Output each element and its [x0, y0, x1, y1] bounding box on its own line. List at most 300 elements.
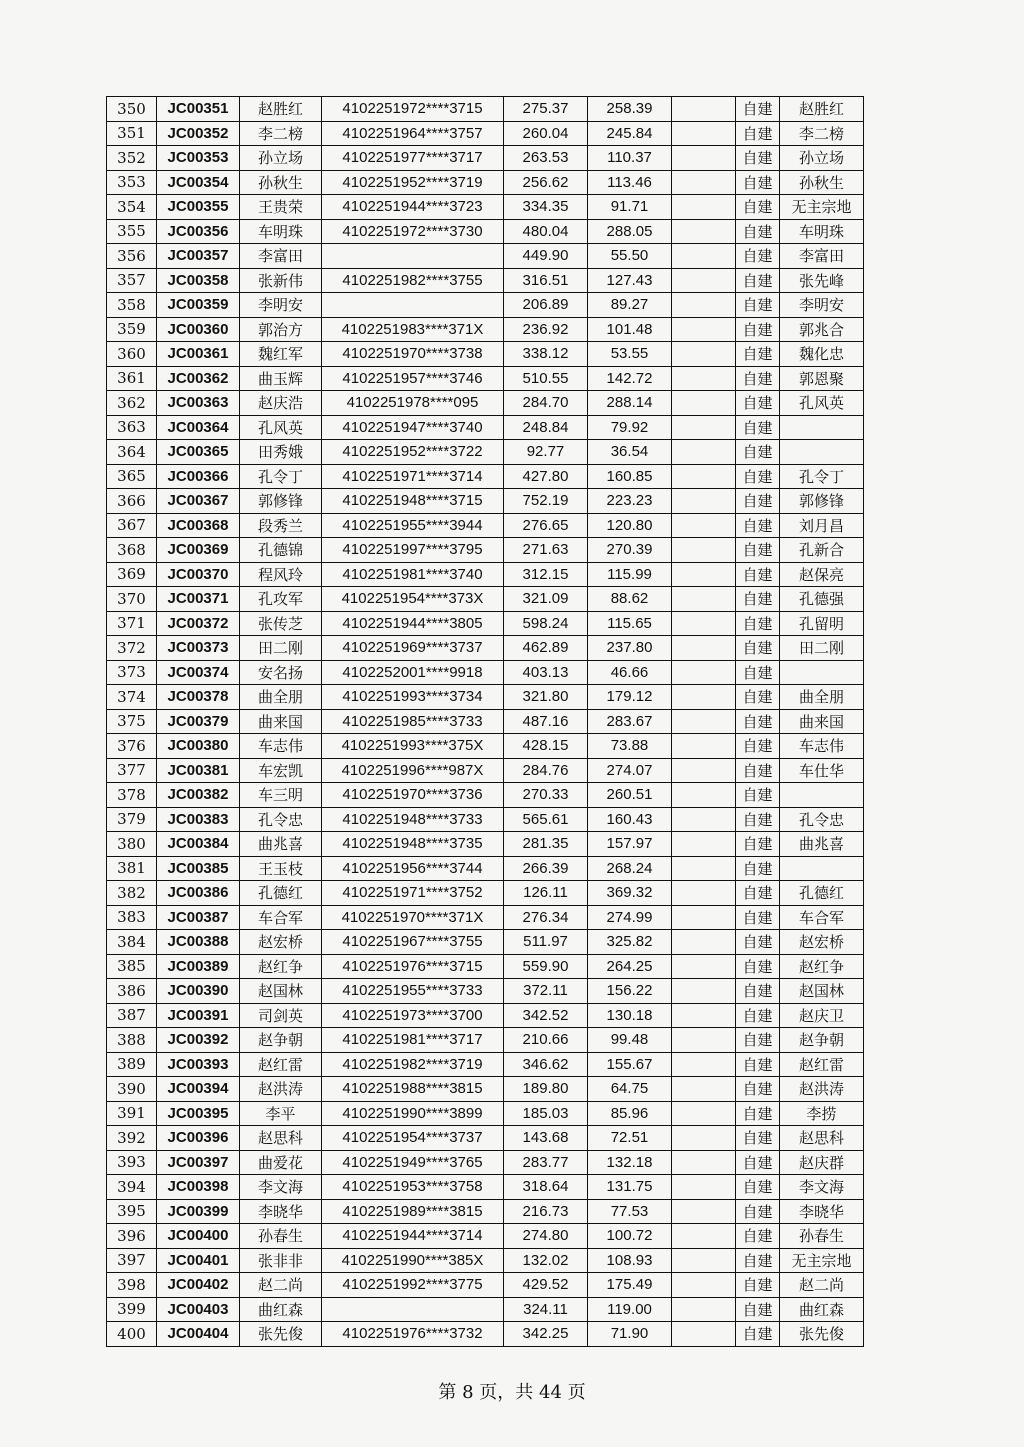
id-number-cell: 4102251948****3733	[322, 807, 504, 832]
name-cell: 赵洪涛	[240, 1077, 322, 1102]
parcel-code-cell: JC00371	[157, 587, 240, 612]
seq-cell: 381	[107, 856, 157, 881]
parcel-code-cell: JC00360	[157, 317, 240, 342]
table-row	[107, 1175, 864, 1200]
type-cell: 自建	[736, 905, 780, 930]
table-row	[107, 1077, 864, 1102]
owner-cell: 李明安	[780, 293, 864, 318]
table-row	[107, 1101, 864, 1126]
seq-cell: 380	[107, 832, 157, 857]
id-number-cell: 4102251954****373X	[322, 587, 504, 612]
blank-cell	[672, 1028, 736, 1053]
parcel-code-cell: JC00397	[157, 1150, 240, 1175]
seq-cell: 358	[107, 293, 157, 318]
name-cell: 李晓华	[240, 1199, 322, 1224]
name-cell: 赵宏桥	[240, 930, 322, 955]
type-cell: 自建	[736, 440, 780, 465]
parcel-code-cell: JC00394	[157, 1077, 240, 1102]
table-row	[107, 538, 864, 563]
id-number-cell: 4102251955****3944	[322, 513, 504, 538]
name-cell: 赵二尚	[240, 1273, 322, 1298]
blank-cell	[672, 1248, 736, 1273]
type-cell: 自建	[736, 342, 780, 367]
parcel-code-cell: JC00366	[157, 464, 240, 489]
area-cell: 236.92	[504, 317, 588, 342]
parcel-code-cell: JC00381	[157, 758, 240, 783]
blank-cell	[672, 244, 736, 269]
seq-cell: 390	[107, 1077, 157, 1102]
seq-cell: 370	[107, 587, 157, 612]
type-cell: 自建	[736, 97, 780, 122]
parcel-code-cell: JC00390	[157, 979, 240, 1004]
name-cell: 李明安	[240, 293, 322, 318]
blank-cell	[672, 905, 736, 930]
table-row	[107, 587, 864, 612]
owner-cell: 田二刚	[780, 636, 864, 661]
building-area-cell: 73.88	[588, 734, 672, 759]
name-cell: 王玉枝	[240, 856, 322, 881]
type-cell: 自建	[736, 1297, 780, 1322]
owner-cell: 赵国林	[780, 979, 864, 1004]
table-row	[107, 660, 864, 685]
table-row	[107, 464, 864, 489]
id-number-cell: 4102251973****3700	[322, 1003, 504, 1028]
area-cell: 346.62	[504, 1052, 588, 1077]
area-cell: 210.66	[504, 1028, 588, 1053]
building-area-cell: 46.66	[588, 660, 672, 685]
owner-cell: 赵红雷	[780, 1052, 864, 1077]
seq-cell: 371	[107, 611, 157, 636]
name-cell: 张新伟	[240, 268, 322, 293]
table-row	[107, 244, 864, 269]
owner-cell: 李富田	[780, 244, 864, 269]
area-cell: 318.64	[504, 1175, 588, 1200]
owner-cell	[780, 660, 864, 685]
blank-cell	[672, 513, 736, 538]
seq-cell: 375	[107, 709, 157, 734]
building-area-cell: 91.71	[588, 195, 672, 220]
id-number-cell: 4102251970****371X	[322, 905, 504, 930]
blank-cell	[672, 489, 736, 514]
parcel-code-cell: JC00382	[157, 783, 240, 808]
area-cell: 274.80	[504, 1224, 588, 1249]
parcel-code-cell: JC00396	[157, 1126, 240, 1151]
seq-cell: 362	[107, 391, 157, 416]
table-row	[107, 758, 864, 783]
building-area-cell: 89.27	[588, 293, 672, 318]
owner-cell	[780, 856, 864, 881]
name-cell: 孙秋生	[240, 170, 322, 195]
building-area-cell: 142.72	[588, 366, 672, 391]
parcel-code-cell: JC00353	[157, 146, 240, 171]
parcel-code-cell: JC00403	[157, 1297, 240, 1322]
blank-cell	[672, 709, 736, 734]
area-cell: 284.70	[504, 391, 588, 416]
table-row	[107, 685, 864, 710]
table-row	[107, 832, 864, 857]
building-area-cell: 88.62	[588, 587, 672, 612]
building-area-cell: 113.46	[588, 170, 672, 195]
id-number-cell: 4102251970****3736	[322, 783, 504, 808]
id-number-cell: 4102251944****3723	[322, 195, 504, 220]
blank-cell	[672, 293, 736, 318]
id-number-cell: 4102251976****3715	[322, 954, 504, 979]
seq-cell: 377	[107, 758, 157, 783]
id-number-cell: 4102251985****3733	[322, 709, 504, 734]
owner-cell: 曲红森	[780, 1297, 864, 1322]
seq-cell: 399	[107, 1297, 157, 1322]
name-cell: 赵胜红	[240, 97, 322, 122]
owner-cell: 郭修锋	[780, 489, 864, 514]
building-area-cell: 130.18	[588, 1003, 672, 1028]
parcel-code-cell: JC00399	[157, 1199, 240, 1224]
seq-cell: 368	[107, 538, 157, 563]
id-number-cell: 4102251952****3719	[322, 170, 504, 195]
area-cell: 324.11	[504, 1297, 588, 1322]
type-cell: 自建	[736, 538, 780, 563]
type-cell: 自建	[736, 317, 780, 342]
building-area-cell: 99.48	[588, 1028, 672, 1053]
owner-cell: 孔令忠	[780, 807, 864, 832]
seq-cell: 373	[107, 660, 157, 685]
parcel-code-cell: JC00352	[157, 121, 240, 146]
parcel-code-cell: JC00367	[157, 489, 240, 514]
parcel-code-cell: JC00364	[157, 415, 240, 440]
area-cell: 206.89	[504, 293, 588, 318]
area-cell: 276.34	[504, 905, 588, 930]
parcel-code-cell: JC00369	[157, 538, 240, 563]
area-cell: 511.97	[504, 930, 588, 955]
building-area-cell: 237.80	[588, 636, 672, 661]
parcel-code-cell: JC00359	[157, 293, 240, 318]
id-number-cell: 4102251949****3765	[322, 1150, 504, 1175]
owner-cell: 车仕华	[780, 758, 864, 783]
owner-cell: 孔新合	[780, 538, 864, 563]
parcel-code-cell: JC00373	[157, 636, 240, 661]
type-cell: 自建	[736, 1003, 780, 1028]
id-number-cell: 4102251990****3899	[322, 1101, 504, 1126]
id-number-cell: 4102251983****371X	[322, 317, 504, 342]
area-cell: 428.15	[504, 734, 588, 759]
building-area-cell: 288.05	[588, 219, 672, 244]
table-row	[107, 881, 864, 906]
area-cell: 92.77	[504, 440, 588, 465]
blank-cell	[672, 979, 736, 1004]
parcel-code-cell: JC00365	[157, 440, 240, 465]
area-cell: 598.24	[504, 611, 588, 636]
owner-cell	[780, 440, 864, 465]
name-cell: 孔德锦	[240, 538, 322, 563]
id-number-cell: 4102251977****3717	[322, 146, 504, 171]
blank-cell	[672, 1297, 736, 1322]
building-area-cell: 100.72	[588, 1224, 672, 1249]
owner-cell: 车合军	[780, 905, 864, 930]
building-area-cell: 115.65	[588, 611, 672, 636]
type-cell: 自建	[736, 415, 780, 440]
name-cell: 田秀娥	[240, 440, 322, 465]
area-cell: 559.90	[504, 954, 588, 979]
seq-cell: 366	[107, 489, 157, 514]
parcel-code-cell: JC00401	[157, 1248, 240, 1273]
table-row	[107, 97, 864, 122]
id-number-cell: 4102251992****3775	[322, 1273, 504, 1298]
parcel-code-cell: JC00398	[157, 1175, 240, 1200]
name-cell: 李文海	[240, 1175, 322, 1200]
name-cell: 车志伟	[240, 734, 322, 759]
type-cell: 自建	[736, 195, 780, 220]
type-cell: 自建	[736, 562, 780, 587]
name-cell: 张先俊	[240, 1322, 322, 1347]
name-cell: 赵庆浩	[240, 391, 322, 416]
seq-cell: 359	[107, 317, 157, 342]
table-row	[107, 170, 864, 195]
name-cell: 曲红森	[240, 1297, 322, 1322]
table-row	[107, 1126, 864, 1151]
area-cell: 132.02	[504, 1248, 588, 1273]
table-row	[107, 905, 864, 930]
seq-cell: 351	[107, 121, 157, 146]
type-cell: 自建	[736, 1175, 780, 1200]
owner-cell: 郭兆合	[780, 317, 864, 342]
seq-cell: 388	[107, 1028, 157, 1053]
seq-cell: 372	[107, 636, 157, 661]
blank-cell	[672, 170, 736, 195]
type-cell: 自建	[736, 979, 780, 1004]
owner-cell: 曲兆喜	[780, 832, 864, 857]
parcel-code-cell: JC00354	[157, 170, 240, 195]
owner-cell: 曲全朋	[780, 685, 864, 710]
parcel-code-cell: JC00372	[157, 611, 240, 636]
seq-cell: 363	[107, 415, 157, 440]
seq-cell: 393	[107, 1150, 157, 1175]
owner-cell: 李文海	[780, 1175, 864, 1200]
blank-cell	[672, 660, 736, 685]
table-row	[107, 513, 864, 538]
type-cell: 自建	[736, 1126, 780, 1151]
blank-cell	[672, 415, 736, 440]
type-cell: 自建	[736, 1052, 780, 1077]
id-number-cell: 4102251972****3730	[322, 219, 504, 244]
id-number-cell: 4102251956****3744	[322, 856, 504, 881]
area-cell: 216.73	[504, 1199, 588, 1224]
id-number-cell	[322, 1297, 504, 1322]
id-number-cell: 4102251957****3746	[322, 366, 504, 391]
type-cell: 自建	[736, 1248, 780, 1273]
parcel-code-cell: JC00355	[157, 195, 240, 220]
id-number-cell	[322, 244, 504, 269]
owner-cell: 赵庆卫	[780, 1003, 864, 1028]
building-area-cell: 64.75	[588, 1077, 672, 1102]
id-number-cell: 4102251948****3715	[322, 489, 504, 514]
area-cell: 126.11	[504, 881, 588, 906]
area-cell: 263.53	[504, 146, 588, 171]
owner-cell: 曲来国	[780, 709, 864, 734]
owner-cell: 赵争朝	[780, 1028, 864, 1053]
name-cell: 车合军	[240, 905, 322, 930]
name-cell: 安名扬	[240, 660, 322, 685]
owner-cell: 孔留明	[780, 611, 864, 636]
id-number-cell: 4102251971****3752	[322, 881, 504, 906]
owner-cell: 刘月昌	[780, 513, 864, 538]
seq-cell: 396	[107, 1224, 157, 1249]
building-area-cell: 264.25	[588, 954, 672, 979]
building-area-cell: 79.92	[588, 415, 672, 440]
parcel-code-cell: JC00361	[157, 342, 240, 367]
area-cell: 248.84	[504, 415, 588, 440]
parcel-code-cell: JC00379	[157, 709, 240, 734]
owner-cell: 孔德红	[780, 881, 864, 906]
area-cell: 752.19	[504, 489, 588, 514]
owner-cell: 赵红争	[780, 954, 864, 979]
table-row	[107, 807, 864, 832]
table-row	[107, 1003, 864, 1028]
land-register-table	[106, 96, 864, 1347]
seq-cell: 394	[107, 1175, 157, 1200]
area-cell: 342.52	[504, 1003, 588, 1028]
table-row	[107, 219, 864, 244]
owner-cell: 无主宗地	[780, 195, 864, 220]
blank-cell	[672, 1224, 736, 1249]
seq-cell: 355	[107, 219, 157, 244]
seq-cell: 384	[107, 930, 157, 955]
blank-cell	[672, 734, 736, 759]
area-cell: 334.35	[504, 195, 588, 220]
id-number-cell: 4102251964****3757	[322, 121, 504, 146]
seq-cell: 364	[107, 440, 157, 465]
name-cell: 郭修锋	[240, 489, 322, 514]
id-number-cell: 4102251996****987X	[322, 758, 504, 783]
parcel-code-cell: JC00391	[157, 1003, 240, 1028]
name-cell: 孙春生	[240, 1224, 322, 1249]
name-cell: 车宏凯	[240, 758, 322, 783]
parcel-code-cell: JC00387	[157, 905, 240, 930]
parcel-code-cell: JC00380	[157, 734, 240, 759]
building-area-cell: 160.85	[588, 464, 672, 489]
area-cell: 480.04	[504, 219, 588, 244]
blank-cell	[672, 317, 736, 342]
building-area-cell: 77.53	[588, 1199, 672, 1224]
seq-cell: 400	[107, 1322, 157, 1347]
area-cell: 266.39	[504, 856, 588, 881]
area-cell: 312.15	[504, 562, 588, 587]
area-cell: 284.76	[504, 758, 588, 783]
id-number-cell: 4102251947****3740	[322, 415, 504, 440]
name-cell: 张非非	[240, 1248, 322, 1273]
area-cell: 429.52	[504, 1273, 588, 1298]
area-cell: 342.25	[504, 1322, 588, 1347]
id-number-cell: 4102251972****3715	[322, 97, 504, 122]
name-cell: 曲玉辉	[240, 366, 322, 391]
owner-cell: 孙春生	[780, 1224, 864, 1249]
building-area-cell: 155.67	[588, 1052, 672, 1077]
name-cell: 李平	[240, 1101, 322, 1126]
table-row	[107, 440, 864, 465]
building-area-cell: 85.96	[588, 1101, 672, 1126]
table-row	[107, 1322, 864, 1347]
name-cell: 孔攻军	[240, 587, 322, 612]
name-cell: 赵红雷	[240, 1052, 322, 1077]
type-cell: 自建	[736, 636, 780, 661]
id-number-cell: 4102251978****095	[322, 391, 504, 416]
id-number-cell: 4102251989****3815	[322, 1199, 504, 1224]
name-cell: 程风玲	[240, 562, 322, 587]
parcel-code-cell: JC00393	[157, 1052, 240, 1077]
parcel-code-cell: JC00389	[157, 954, 240, 979]
table-row	[107, 1224, 864, 1249]
owner-cell: 魏化忠	[780, 342, 864, 367]
name-cell: 曲来国	[240, 709, 322, 734]
area-cell: 271.63	[504, 538, 588, 563]
seq-cell: 354	[107, 195, 157, 220]
building-area-cell: 72.51	[588, 1126, 672, 1151]
type-cell: 自建	[736, 930, 780, 955]
blank-cell	[672, 758, 736, 783]
blank-cell	[672, 440, 736, 465]
seq-cell: 379	[107, 807, 157, 832]
owner-cell: 孔德强	[780, 587, 864, 612]
area-cell: 338.12	[504, 342, 588, 367]
building-area-cell: 156.22	[588, 979, 672, 1004]
blank-cell	[672, 1273, 736, 1298]
building-area-cell: 270.39	[588, 538, 672, 563]
id-number-cell: 4102251993****375X	[322, 734, 504, 759]
seq-cell: 382	[107, 881, 157, 906]
building-area-cell: 160.43	[588, 807, 672, 832]
area-cell: 372.11	[504, 979, 588, 1004]
seq-cell: 360	[107, 342, 157, 367]
seq-cell: 383	[107, 905, 157, 930]
building-area-cell: 132.18	[588, 1150, 672, 1175]
blank-cell	[672, 856, 736, 881]
type-cell: 自建	[736, 170, 780, 195]
id-number-cell: 4102251954****3737	[322, 1126, 504, 1151]
type-cell: 自建	[736, 1224, 780, 1249]
name-cell: 孙立场	[240, 146, 322, 171]
table-row	[107, 1028, 864, 1053]
id-number-cell: 4102251982****3719	[322, 1052, 504, 1077]
type-cell: 自建	[736, 513, 780, 538]
id-number-cell: 4102251970****3738	[322, 342, 504, 367]
building-area-cell: 131.75	[588, 1175, 672, 1200]
type-cell: 自建	[736, 268, 780, 293]
name-cell: 车明珠	[240, 219, 322, 244]
building-area-cell: 260.51	[588, 783, 672, 808]
area-cell: 256.62	[504, 170, 588, 195]
blank-cell	[672, 1199, 736, 1224]
blank-cell	[672, 881, 736, 906]
name-cell: 赵思科	[240, 1126, 322, 1151]
id-number-cell: 4102251981****3740	[322, 562, 504, 587]
parcel-code-cell: JC00351	[157, 97, 240, 122]
seq-cell: 374	[107, 685, 157, 710]
table-row	[107, 562, 864, 587]
name-cell: 郭治方	[240, 317, 322, 342]
seq-cell: 386	[107, 979, 157, 1004]
building-area-cell: 71.90	[588, 1322, 672, 1347]
area-cell: 185.03	[504, 1101, 588, 1126]
id-number-cell: 4102251952****3722	[322, 440, 504, 465]
type-cell: 自建	[736, 832, 780, 857]
id-number-cell: 4102251976****3732	[322, 1322, 504, 1347]
parcel-code-cell: JC00402	[157, 1273, 240, 1298]
blank-cell	[672, 121, 736, 146]
id-number-cell: 4102251969****3737	[322, 636, 504, 661]
table-row	[107, 342, 864, 367]
type-cell: 自建	[736, 489, 780, 514]
id-number-cell: 4102251981****3717	[322, 1028, 504, 1053]
seq-cell: 353	[107, 170, 157, 195]
area-cell: 462.89	[504, 636, 588, 661]
